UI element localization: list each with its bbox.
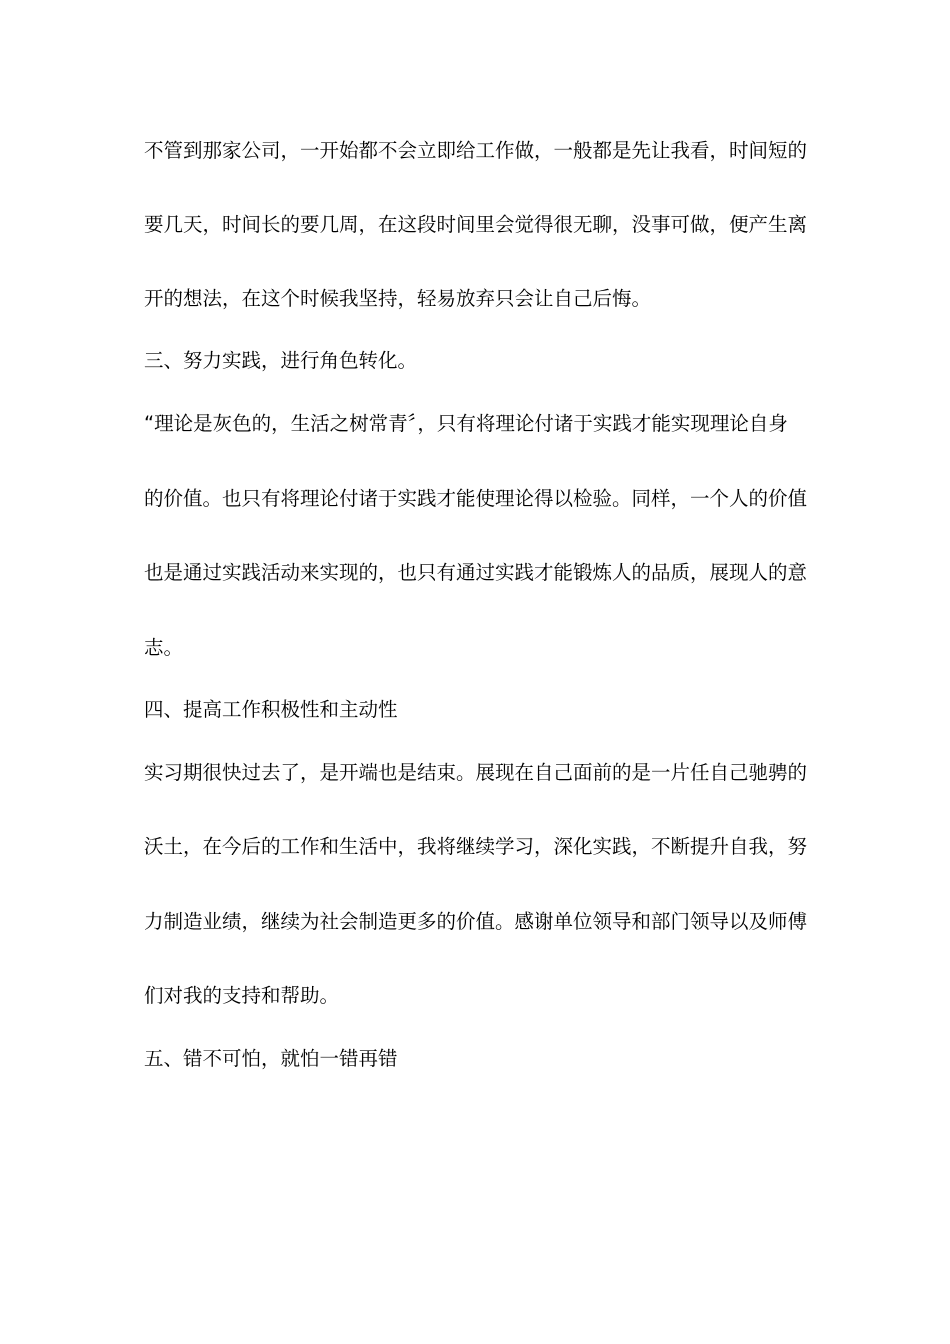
section-heading-3: 三、努力实践，进行角色转化。 (144, 349, 418, 372)
section-heading-5: 五、错不可怕，就怕一错再错 (144, 1047, 398, 1070)
paragraph-line-1: 不管到那家公司，一开始都不会立即给工作做，一般都是先让我看，时间短的 (144, 139, 808, 162)
paragraph-line-12: 力制造业绩，继续为社会制造更多的价值。感谢单位领导和部门领导以及师傅 (144, 910, 808, 933)
paragraph-line-5: “理论是灰色的，生活之树常青〞，只有将理论付诸于实践才能实现理论自身 (144, 412, 788, 435)
paragraph-line-3: 开的想法，在这个时候我坚持，轻易放弃只会让自己后悔。 (144, 287, 652, 310)
paragraph-line-11: 沃土，在今后的工作和生活中，我将继续学习，深化实践，不断提升自我，努 (144, 835, 808, 858)
section-heading-4: 四、提高工作积极性和主动性 (144, 698, 398, 721)
paragraph-line-8: 志。 (144, 636, 184, 659)
paragraph-line-6: 的价值。也只有将理论付诸于实践才能使理论得以检验。同样，一个人的价值 (144, 487, 808, 510)
paragraph-line-13: 们对我的支持和帮助。 (144, 984, 340, 1007)
paragraph-line-7: 也是通过实践活动来实现的，也只有通过实践才能锻炼人的品质，展现人的意 (144, 561, 808, 584)
paragraph-line-10: 实习期很快过去了，是开端也是结束。展现在自己面前的是一片任自己驰骋的 (144, 761, 808, 784)
paragraph-line-2: 要几天，时间长的要几周，在这段时间里会觉得很无聊，没事可做，便产生离 (144, 213, 808, 236)
